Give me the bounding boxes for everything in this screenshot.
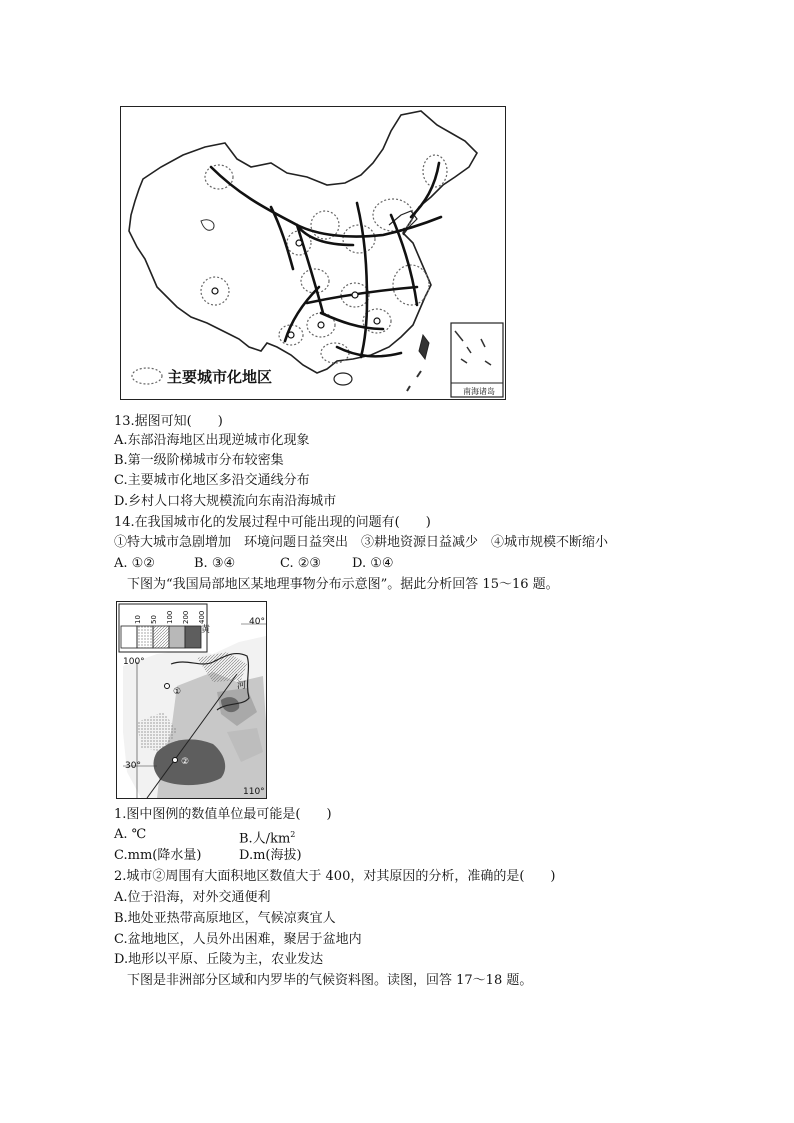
city-1-label: ① — [173, 687, 182, 697]
regional-map-svg — [117, 602, 266, 798]
q13-option-a[interactable]: A.东部沿海地区出现逆城市化现象 — [114, 433, 310, 448]
legend-value-100: 100 — [166, 610, 174, 624]
q1-option-a[interactable]: A. ℃ — [114, 827, 147, 842]
q1-stem: 1.图中图例的数值单位最可能是( ) — [114, 807, 332, 822]
city-2-label: ② — [181, 757, 190, 767]
q2-option-d[interactable]: D.地形以平原、丘陵为主，农业发达 — [114, 952, 324, 967]
intro-15-16: 下图为“我国局部地区某地理事物分布示意图”。据此分析回答 15～16 题。 — [127, 577, 559, 592]
q13-option-d[interactable]: D.乡村人口将大规模流向东南沿海城市 — [114, 494, 337, 509]
q2-option-b[interactable]: B.地处亚热带高原地区，气候凉爽宜人 — [114, 911, 336, 926]
label-huang: 黄 — [201, 625, 211, 635]
label-40: 40° — [249, 617, 265, 627]
q1-option-c[interactable]: C.mm(降水量) — [114, 848, 202, 863]
legend-value-50: 50 — [150, 615, 158, 624]
label-110: 110° — [243, 787, 265, 797]
legend-value-400: 400 — [198, 610, 206, 624]
q14-items: ①特大城市急剧增加 环境问题日益突出 ③耕地资源日益减少 ④城市规模不断缩小 — [114, 535, 609, 550]
label-he: 河 — [237, 681, 247, 691]
legend-value-10: 10 — [134, 615, 142, 624]
legend-symbol — [132, 368, 162, 384]
urban-regions — [201, 155, 447, 363]
china-map-svg — [121, 107, 505, 399]
q14-option-c[interactable]: C. ②③ — [280, 556, 322, 571]
q14-option-d[interactable]: D. ①④ — [352, 556, 394, 571]
q2-option-a[interactable]: A.位于沿海，对外交通便利 — [114, 890, 271, 905]
q1-option-d[interactable]: D.m(海拔) — [239, 848, 302, 863]
city-2-dot — [173, 758, 178, 763]
china-urbanization-map — [120, 106, 506, 400]
city-1-dot — [165, 684, 170, 689]
legend-value-200: 200 — [182, 610, 190, 624]
legend-label: 主要城市化地区 — [167, 368, 273, 386]
south-sea-inset — [451, 323, 503, 397]
q13-option-b[interactable]: B.第一级阶梯城市分布较密集 — [114, 453, 284, 468]
regional-distribution-map — [116, 601, 267, 799]
q1-option-b[interactable]: B.人$/km^2$ — [239, 830, 296, 847]
q2-option-c[interactable]: C.盆地地区，人员外出困难，聚居于盆地内 — [114, 932, 362, 947]
label-100: 100° — [123, 657, 145, 667]
transport-lines — [211, 163, 441, 357]
q13-stem: 13.据图可知( ) — [114, 414, 223, 429]
q13-option-c[interactable]: C.主要城市化地区多沿交通线分布 — [114, 473, 310, 488]
q14-stem: 14.在我国城市化的发展过程中可能出现的问题有( ) — [114, 515, 431, 530]
label-30: 30° — [125, 761, 141, 771]
q14-option-b[interactable]: B. ③④ — [194, 556, 236, 571]
inset-label: 南海诸岛 — [463, 387, 495, 396]
q2-stem: 2.城市②周围有大面积地区数值大于 400，对其原因的分析，准确的是( ) — [114, 869, 556, 884]
intro-17-18: 下图是非洲部分区域和内罗毕的气候资料图。读图，回答 17～18 题。 — [127, 973, 533, 988]
taiwan-island — [419, 335, 429, 359]
hainan-island — [334, 373, 352, 385]
q14-option-a[interactable]: A. ①② — [114, 556, 155, 571]
